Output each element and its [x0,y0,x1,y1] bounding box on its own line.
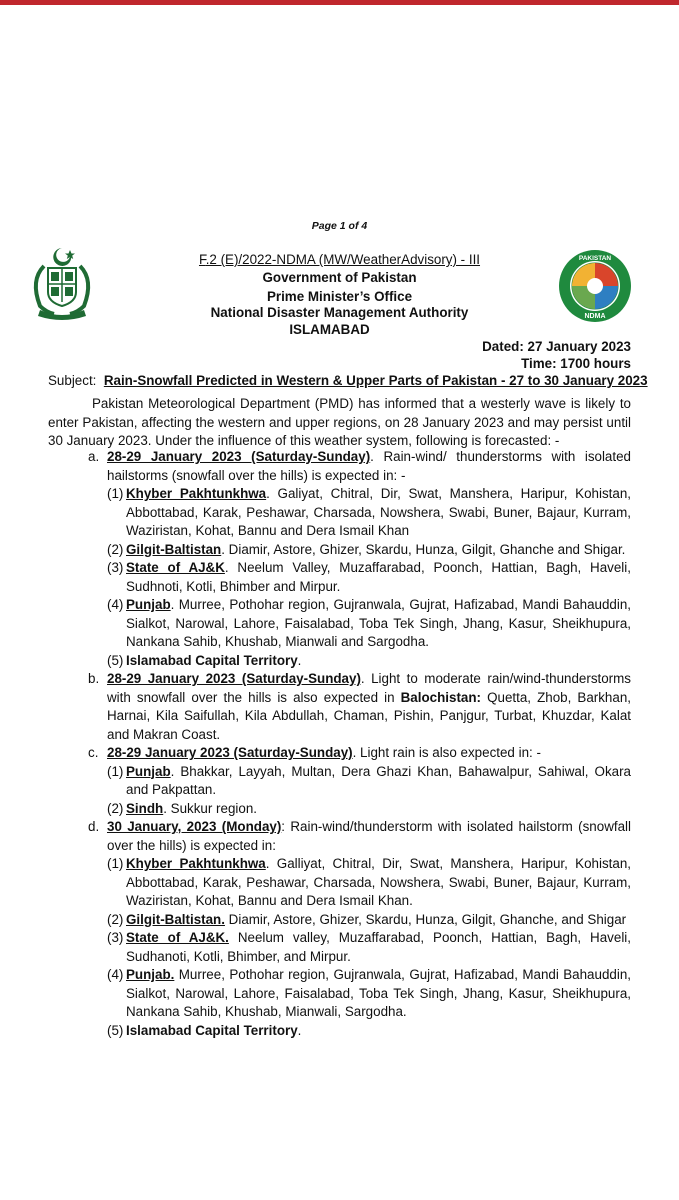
forecast-item-b [88,670,631,744]
intro-text: Pakistan Meteorological Department (PMD) has informed that a westerly wave is likely to enter Pakistan, affecting the western and upper regions, on 28 January 2023 and may persist until 30 January 2023. Under the influence of this weather system, following is forecasted: - [48,396,631,448]
region-item: (4) Punjab. Murree, Pothohar region, Gujranwala, Gujrat, Hafizabad, Mandi Bahauddin, Sialkot, Narowal, Lahore, Faisalabad, Toba Tek Singh, Jhang, Kasur, Sheikhupura, Nankana Sahib, Khushab, Mianwali, Sargodha. [107,967,631,1019]
item-date: 28-29 January 2023 (Saturday-Sunday) [107,745,353,760]
item-text-continued: Quetta, Zhob, Barkhan, Harnai, Kila Saifullah, Kila Abdullah, Chaman, Pishin, Panjgur, Turbat, Khuzdar, Kalat and Makran Coast. [107,689,631,742]
document-time: Time: 1700 hours [521,356,631,371]
page-number: Page 1 of 4 [311,220,368,232]
city-title: ISLAMABAD [289,322,370,337]
item-text: : Rain-wind/thunderstorm with isolated hailstorm (snowfall over the hills) is expected in: [107,819,631,853]
region-item: (5) Islamabad Capital Territory. [107,652,302,668]
region-name: Islamabad Capital Territory [126,1022,298,1038]
file-reference-prefix: F [198,252,206,267]
region-name: Punjab [126,597,171,612]
region-name: Punjab. [126,967,175,982]
region-text: . Diamir, Astore, Ghizer, Skardu, Hunza, Gilgit, Ghanche and Shigar. [221,541,626,557]
forecast-list [88,448,631,1040]
subject-label: Subject: [48,373,97,388]
item-marker: a. [88,449,100,464]
item-date: 28-29 January 2023 (Saturday-Sunday) [107,671,361,686]
region-item: (4) Punjab. Murree, Pothohar region, Gujranwala, Gujrat, Hafizabad, Mandi Bahauddin, Sialkot, Narowal, Lahore, Faisalabad, Toba Tek Singh, Jhang, Kasur, Sheikhupura, Nankana Sahib, Khushab, Mianwali and Sargodha. [107,597,631,649]
top-accent-bar [0,0,679,5]
ndma-logo-bottom-text: NDMA [584,313,606,320]
ndma-logo-top-text: PAKISTAN [578,255,612,262]
region-text: . [297,1022,302,1038]
region-text: . Galliyat, Chitral, Dir, Swat, Manshera, Haripur, Kohistan, Abbottabad, Karak, Peshawar, Charsada, Nowshera, Swabi, Buner, Bajaur, Kurram, Waziristan, Kohat, Bannu and Dera Ismail Khan. [126,856,632,908]
region-text: . Murree, Pothohar region, Gujranwala, Gujrat, Hafizabad, Mandi Bahauddin, Sialkot, Narowal, Lahore, Faisalabad, Toba Tek Singh, Jhang, Kasur, Sheikhupura, Nankana Sahib, Khushab, Mianwali and Sargodha. [126,597,631,649]
region-item: (1) Punjab. Bhakkar, Layyah, Multan, Dera Ghazi Khan, Bahawalpur, Sahiwal, Okara and Pakpattan. [107,763,631,797]
region-text: . Sukkur region. [163,800,257,816]
region-item: (2) Gilgit-Baltistan. Diamir, Astore, Ghizer, Skardu, Hunza, Gilgit, Ghanche, and Shigar [107,911,627,927]
forecast-item-c [88,744,631,818]
item-text: . Light to moderate rain/wind-thunderstorms with snowfall over the hills is also expected in [107,671,631,705]
document-date: Dated: 27 January 2023 [482,339,631,354]
region-item: (2) Sindh. Sukkur region. [107,800,257,816]
government-title: Government of Pakistan [262,270,417,285]
region-text: Diamir, Astore, Ghizer, Skardu, Hunza, Gilgit, Ghanche, and Shigar [224,911,627,927]
file-reference-number: .2 (E)/2022-NDMA (MW/WeatherAdvisory) - III [205,252,481,267]
file-reference [0,250,679,269]
subject-title: Rain-Snowfall Predicted in Western & Upper Parts of Pakistan - 27 to 30 January 2023 [103,373,648,388]
region-item: (1) Khyber Pakhtunkhwa. Galiyat, Chitral, Dir, Swat, Manshera, Haripur, Kohistan, Abbottabad, Karak, Peshawar, Charsada, Nowshera, Swabi, Buner, Bajaur, Kurram, Waziristan, Kohat, Bannu and Dera Ismail Khan [107,486,631,538]
region-name: Punjab [126,763,171,779]
item-marker: b. [88,671,100,686]
region-item: (2) Gilgit-Baltistan. Diamir, Astore, Ghizer, Skardu, Hunza, Gilgit, Ghanche and Shigar. [107,541,626,557]
item-date: 30 January, 2023 (Monday) [107,819,282,834]
region-text: . Bhakkar, Layyah, Multan, Dera Ghazi Khan, Bahawalpur, Sahiwal, Okara and Pakpattan. [126,763,631,797]
region-item: (1) Khyber Pakhtunkhwa. Galliyat, Chitral, Dir, Swat, Manshera, Haripur, Kohistan, Abbottabad, Karak, Peshawar, Charsada, Nowshera, Swabi, Buner, Bajaur, Kurram, Waziristan, Kohat, Bannu and Dera Ismail Khan. [107,856,632,908]
region-name: State of AJ&K. [126,930,229,945]
region-name: Gilgit-Baltistan. [126,911,225,927]
forecast-item-a [88,448,631,670]
subject-line [48,371,648,390]
region-item: (5) Islamabad Capital Territory. [107,1022,302,1038]
region-name: Balochistan: [400,689,481,705]
item-marker: c. [88,745,99,760]
intro-paragraph [48,395,631,451]
region-name: State of AJ&K [126,560,225,575]
region-item: (3) State of AJ&K. Neelum Valley, Muzaffarabad, Poonch, Hattian, Bagh, Haveli, Sudhnoti, Kotli, Bhimber and Mirpur. [107,560,631,594]
region-item: (3) State of AJ&K. Neelum valley, Muzaffarabad, Poonch, Hattian, Bagh, Haveli, Sudhanoti, Kotli, Bhimber, and Mirpur. [107,930,631,964]
authority-title: National Disaster Management Authority [210,305,469,320]
item-date: 28-29 January 2023 (Saturday-Sunday) [107,449,371,464]
item-marker: d. [88,819,100,834]
region-name: Gilgit-Baltistan [126,541,222,557]
item-text: . Rain-wind/ thunderstorms with isolated hailstorms (snowfall over the hills) is expected in: - [107,449,631,483]
office-title: Prime Minister’s Office [266,289,413,304]
forecast-item-d [88,818,631,1040]
region-name: Khyber Pakhtunkhwa [126,856,266,871]
item-text: . Light rain is also expected in: - [352,745,541,760]
region-name: Islamabad Capital Territory [126,652,298,668]
region-text: . Neelum Valley, Muzaffarabad, Poonch, Hattian, Bagh, Haveli, Sudhnoti, Kotli, Bhimber and Mirpur. [126,560,631,594]
region-text: . Galiyat, Chitral, Dir, Swat, Manshera, Haripur, Kohistan, Abbottabad, Karak, Peshawar, Charsada, Nowshera, Swabi, Buner, Bajaur, Kurram, Waziristan, Kohat, Bannu and Dera Ismail Khan [126,486,631,538]
region-text: Murree, Pothohar region, Gujranwala, Gujrat, Hafizabad, Mandi Bahauddin, Sialkot, Narowal, Lahore, Faisalabad, Toba Tek Singh, Jhang, Kasur, Sheikhupura, Nankana Sahib, Khushab, Mianwali, Sargodha. [126,967,631,1019]
region-name: Khyber Pakhtunkhwa [126,486,267,501]
region-text: . [297,652,302,668]
region-name: Sindh [126,800,164,816]
region-text: Neelum valley, Muzaffarabad, Poonch, Hattian, Bagh, Haveli, Sudhanoti, Kotli, Bhimber, and Mirpur. [126,930,631,964]
